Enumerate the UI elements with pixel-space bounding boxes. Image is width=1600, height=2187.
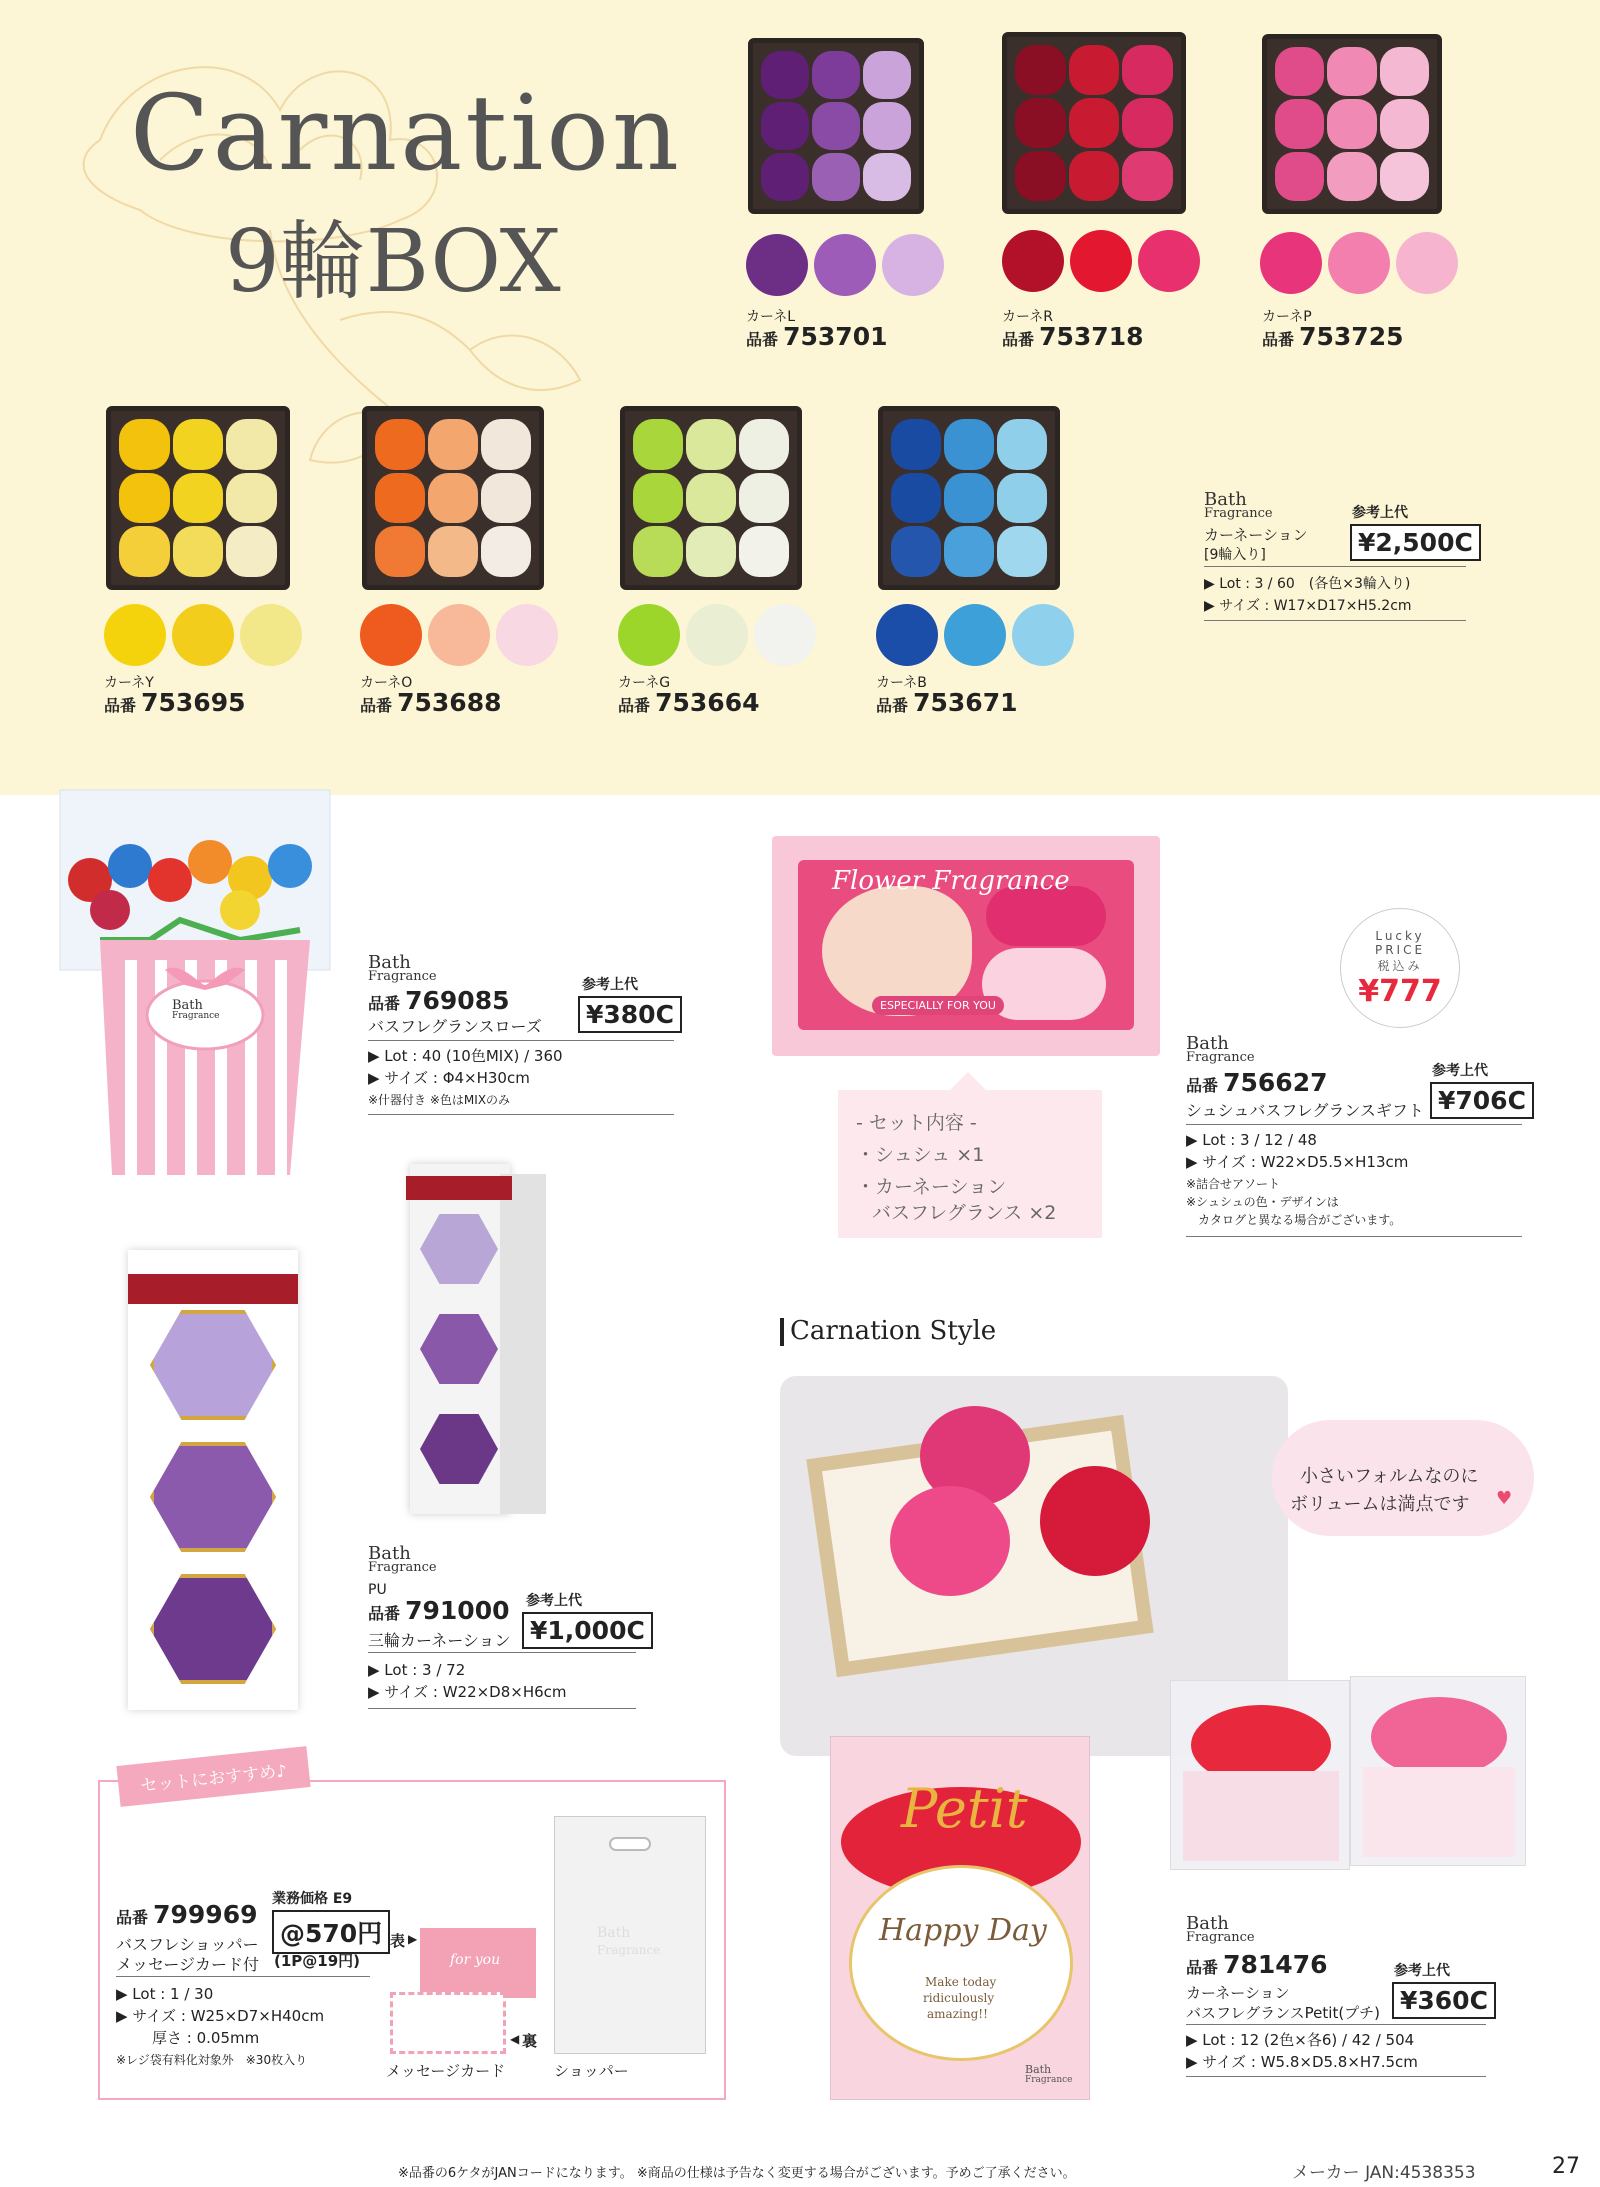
page-number: 27 <box>1552 2154 1580 2179</box>
flower-ball-753688-3 <box>496 604 558 666</box>
product-box-image-753671 <box>878 406 1060 590</box>
flower-ball-753664-3 <box>754 604 816 666</box>
flower-ball-753725-2 <box>1328 232 1390 294</box>
product-code-756627: 品番 756627 <box>1186 1068 1328 1097</box>
badge-line1: Lucky <box>1375 929 1425 943</box>
flower-ball-753725-1 <box>1260 232 1322 294</box>
price-box-799969: @570円 <box>272 1910 390 1954</box>
product-code-769085: 品番 769085 <box>368 986 510 1015</box>
page-title-en: Carnation <box>130 72 682 194</box>
price-box-769085: ¥380C <box>578 996 682 1033</box>
message-card-back-image <box>390 1992 506 2054</box>
speech-bubble-line1: 小さいフォルムなのに <box>1300 1466 1479 1487</box>
divider <box>368 1040 674 1041</box>
brand-logo: Bath Fragrance <box>1204 489 1273 522</box>
product-name-756627: シュシュバスフレグランスギフト <box>1186 1101 1424 1120</box>
set-recommend-tag: セットにおすすめ♪ <box>116 1746 310 1807</box>
divider <box>1186 1124 1522 1125</box>
petit-script: Petit <box>901 1777 1028 1840</box>
front-label: 表 <box>390 1932 406 1950</box>
product-name-753671: カーネB <box>876 675 927 691</box>
set-name-line2: メッセージカード付 <box>116 1955 260 1974</box>
badge-price: ¥777 <box>1358 974 1442 1009</box>
badge-line3: 税込み <box>1377 959 1423 973</box>
divider <box>368 1114 674 1115</box>
divider <box>1186 1236 1522 1237</box>
product-code-753701: 品番 753701 <box>746 322 888 351</box>
ref-price-label: 参考上代 <box>582 977 638 993</box>
biz-price-label: 業務価格 E9 <box>272 1891 353 1907</box>
product-name-753725: カーネP <box>1262 309 1312 325</box>
style-heading-bar <box>780 1318 784 1346</box>
speech-bubble-line2: ボリュームは満点です <box>1290 1494 1470 1515</box>
set-item-2b: バスフレグランス ×2 <box>872 1202 1057 1224</box>
message-card-front-image <box>420 1928 536 1998</box>
gift-size: ▶ サイズ : W22×D5.5×H13cm <box>1186 1153 1409 1171</box>
petit-pkg-brand: Bath <box>1025 2063 1052 2076</box>
flower-ball-753671-1 <box>876 604 938 666</box>
box-name-line1: カーネーション <box>1204 526 1308 544</box>
petit-name-line1: カーネーション <box>1186 1984 1290 2002</box>
gift-pkg-title: Flower Fragrance <box>832 866 1070 896</box>
product-name-753695: カーネY <box>104 675 154 691</box>
product-code-781476: 品番 781476 <box>1186 1950 1328 1979</box>
divider <box>1186 2024 1486 2025</box>
shopper-label: ショッパー <box>554 2062 629 2080</box>
set-content-title: - セット内容 - <box>856 1112 977 1134</box>
gift-box-image <box>772 836 1160 1056</box>
page-title-ja: 9輪BOX <box>225 212 561 312</box>
flower-ball-753671-2 <box>944 604 1006 666</box>
card-signature: for you <box>450 1952 501 1968</box>
price-box-9box: ¥2,500C <box>1350 524 1481 561</box>
petit-line1: Make today <box>925 1975 997 1989</box>
gift-pkg-tag: ESPECIALLY FOR YOU <box>872 996 1004 1015</box>
product-pu-label: PU <box>368 1582 387 1598</box>
flower-ball-753701-3 <box>882 234 944 296</box>
divider <box>1204 566 1466 567</box>
divider <box>368 1708 636 1709</box>
arrow-right-icon: ▶ <box>408 1932 418 1946</box>
brand-logo-rose-pkg: Bath Fragrance <box>172 998 220 1021</box>
product-code-753671: 品番 753671 <box>876 688 1018 717</box>
product-box-image-753664 <box>620 406 802 590</box>
rose-lot: ▶ Lot : 40 (10色MIX) / 360 <box>368 1047 563 1065</box>
gift-note-1: ※詰合せアソート <box>1186 1177 1281 1191</box>
flower-ball-753664-1 <box>618 604 680 666</box>
ref-price-label: 参考上代 <box>1432 1063 1488 1079</box>
arrow-left-icon: ◀ <box>510 2032 520 2046</box>
product-box-image-753688 <box>362 406 544 590</box>
divider <box>1204 620 1466 621</box>
product-name-769085: バスフレグランスローズ <box>368 1017 542 1036</box>
petit-name-line2: バスフレグランスPetit(プチ) <box>1186 2004 1381 2022</box>
price-box-756627: ¥706C <box>1430 1082 1534 1119</box>
rose-size: ▶ サイズ : Φ4×H30cm <box>368 1069 530 1087</box>
set-per-price: (1P@19円) <box>274 1952 361 1970</box>
ref-price-label: 参考上代 <box>526 1593 582 1609</box>
petit-package-image <box>830 1736 1090 2100</box>
petit-line3: amazing!! <box>927 2007 988 2021</box>
box-name-line2: [9輪入り] <box>1204 547 1266 563</box>
product-box-image-753725 <box>1262 34 1442 214</box>
petit-happy: Happy Day <box>879 1913 1047 1948</box>
petit-pkg-brand-sub: Fragrance <box>1025 2075 1073 2085</box>
product-box-image-753701 <box>748 38 924 214</box>
product-name-753664: カーネG <box>618 675 671 691</box>
three-carnation-box-front-image <box>128 1250 298 1710</box>
shopper-brand: Bath <box>597 1925 631 1941</box>
product-name-753718: カーネR <box>1002 309 1054 325</box>
product-name-753688: カーネO <box>360 675 413 691</box>
divider <box>116 1976 370 1977</box>
brand-logo: Bath Fragrance <box>1186 1913 1255 1946</box>
flower-ball-753718-3 <box>1138 230 1200 292</box>
box-size: ▶ サイズ : W17×D17×H5.2cm <box>1204 598 1412 614</box>
ref-price-label: 参考上代 <box>1352 505 1408 521</box>
product-code-791000: 品番 791000 <box>368 1596 510 1625</box>
petit-cube-image-pink <box>1350 1676 1526 1866</box>
footer-note: ※品番の6ケタがJANコードになります。 ※商品の仕様は予告なく変更する場合がございます。予めご了承ください。 <box>398 2166 1076 2181</box>
set-content-callout <box>838 1090 1102 1238</box>
footer-maker: メーカー JAN:4538353 <box>1292 2163 1476 2183</box>
flower-ball-753701-2 <box>814 234 876 296</box>
three-carnation-box-angle-image <box>400 1164 550 1524</box>
flower-ball-753671-3 <box>1012 604 1074 666</box>
product-name-791000: 三輪カーネーション <box>368 1631 511 1650</box>
rose-note: ※什器付き ※色はMIXのみ <box>368 1093 511 1107</box>
product-box-image-753695 <box>106 406 290 590</box>
shopper-bag-image <box>554 1816 706 2054</box>
divider <box>368 1652 636 1653</box>
brand-logo: Bath Fragrance <box>1186 1033 1255 1066</box>
set-lot: ▶ Lot : 1 / 30 <box>116 1985 214 2003</box>
section-heading-carnation-style: Carnation Style <box>790 1316 997 1346</box>
product-code-799969: 品番 799969 <box>116 1900 258 1929</box>
petit-size: ▶ サイズ : W5.8×D5.8×H7.5cm <box>1186 2053 1418 2071</box>
flower-ball-753695-1 <box>104 604 166 666</box>
set-size: ▶ サイズ : W25×D7×H40cm <box>116 2007 325 2025</box>
petit-line2: ridiculously <box>923 1991 995 2005</box>
gift-lot: ▶ Lot : 3 / 12 / 48 <box>1186 1131 1317 1149</box>
flower-ball-753695-2 <box>172 604 234 666</box>
message-card-label: メッセージカード <box>386 2062 506 2080</box>
box-lot: ▶ Lot : 3 / 60 (各色×3輪入り) <box>1204 576 1411 592</box>
gift-note-2: ※シュシュの色・デザインは <box>1186 1195 1339 1209</box>
three-size: ▶ サイズ : W22×D8×H6cm <box>368 1683 567 1701</box>
set-note: ※レジ袋有料化対象外 ※30枚入り <box>116 2053 308 2067</box>
back-label: 裏 <box>522 2032 538 2050</box>
product-code-753725: 品番 753725 <box>1262 322 1404 351</box>
brand-logo: Bath Fragrance <box>368 1543 437 1576</box>
flower-ball-753664-2 <box>686 604 748 666</box>
badge-line2: PRICE <box>1374 943 1426 957</box>
ref-price-label: 参考上代 <box>1394 1963 1450 1979</box>
gift-note-3: カタログと異なる場合がございます。 <box>1198 1213 1402 1227</box>
petit-cube-image-red <box>1170 1680 1350 1870</box>
price-box-781476: ¥360C <box>1392 1982 1496 2019</box>
brand-logo: Bath Fragrance <box>368 952 437 985</box>
flower-ball-753688-2 <box>428 604 490 666</box>
price-box-791000: ¥1,000C <box>522 1612 653 1649</box>
flower-ball-753701-1 <box>746 234 808 296</box>
product-code-753664: 品番 753664 <box>618 688 760 717</box>
lucky-price-badge <box>1340 908 1460 1028</box>
flower-ball-753718-1 <box>1002 230 1064 292</box>
flower-ball-753725-3 <box>1396 232 1458 294</box>
flower-ball-753718-2 <box>1070 230 1132 292</box>
set-name-line1: バスフレショッパー <box>116 1935 259 1954</box>
rose-display-image <box>40 770 350 1190</box>
product-name-753701: カーネL <box>746 309 796 325</box>
flower-ball-753695-3 <box>240 604 302 666</box>
set-thickness: 厚さ : 0.05mm <box>152 2029 260 2047</box>
product-code-753718: 品番 753718 <box>1002 322 1144 351</box>
flower-ball-753688-1 <box>360 604 422 666</box>
product-code-753688: 品番 753688 <box>360 688 502 717</box>
three-lot: ▶ Lot : 3 / 72 <box>368 1661 466 1679</box>
heart-icon: ♥ <box>1496 1488 1513 1509</box>
product-box-image-753718 <box>1002 32 1186 214</box>
shopper-brand-sub: Fragrance <box>597 1943 661 1957</box>
petit-lot: ▶ Lot : 12 (2色×各6) / 42 / 504 <box>1186 2031 1415 2049</box>
set-item-2a: ・カーネーション <box>856 1176 1007 1198</box>
divider <box>1186 2076 1486 2077</box>
product-code-753695: 品番 753695 <box>104 688 246 717</box>
set-item-1: ・シュシュ ×1 <box>856 1144 985 1166</box>
